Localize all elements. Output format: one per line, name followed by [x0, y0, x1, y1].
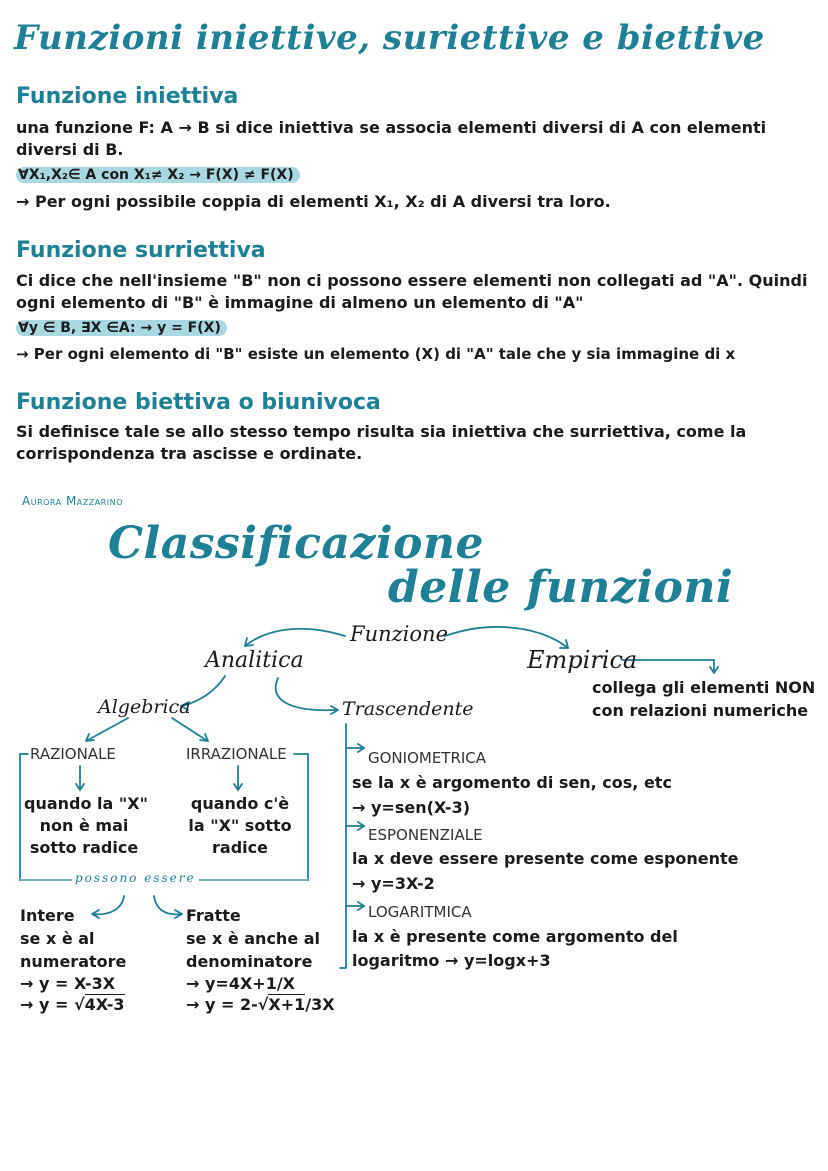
trascendente-bracket	[340, 724, 346, 968]
fratte-example-2: → y = 2-√X+1/3X	[186, 995, 335, 1014]
surriettiva-text-1: Ci dice che nell'insieme "B" non ci possono essere elementi non collegati ad "A". Quindi	[16, 271, 808, 290]
fratte-radicand: X+1	[268, 995, 306, 1014]
node-algebrica: Algebrica	[98, 696, 191, 718]
intere-desc-2: numeratore	[20, 952, 127, 971]
irrazionale-desc-1: quando c'è	[190, 794, 290, 813]
arrow-algebrica-irrazionale	[172, 718, 206, 740]
intere-radicand: 4X-3	[84, 995, 125, 1014]
empirica-desc-2: con relazioni numeriche	[592, 701, 809, 720]
intere-desc-1: se x è al	[20, 929, 95, 948]
class-title-line1: Classificazione	[108, 518, 484, 569]
fratte-example-1: → y=4X+1/X	[186, 974, 295, 993]
possono-essere: possono essere	[72, 871, 199, 885]
iniettiva-text-1: una funzione F: A → B si dice iniettiva se associa elementi diversi di A con elementi	[16, 118, 767, 137]
node-funzione: Funzione	[350, 622, 448, 646]
node-razionale: RAZIONALE	[30, 745, 116, 763]
arrow-algebrica-razionale	[88, 718, 128, 740]
node-goniometrica: GONIOMETRICA	[368, 749, 487, 767]
node-trascendente: Trascendente	[342, 698, 474, 720]
author: Aurora Mazzarino	[22, 494, 123, 508]
razionale-desc-1: quando la "X"	[24, 794, 148, 813]
arrow-funzione-analitica	[245, 629, 345, 646]
heading-iniettiva: Funzione iniettiva	[16, 84, 239, 109]
irrazionale-desc-2: la "X" sotto	[188, 816, 292, 835]
arrow-funzione-empirica	[445, 627, 568, 648]
surriettiva-formula: ∀y ∈ B, ∃X ∈A: → y = F(X)	[16, 320, 227, 336]
surriettiva-text-2: ogni elemento di "B" è immagine di almeno un elemento di "A"	[16, 293, 584, 312]
node-empirica: Empirica	[527, 646, 638, 674]
fratte-desc-2: denominatore	[186, 952, 313, 971]
fratte-desc-1: se x è anche al	[186, 929, 321, 948]
surriettiva-note: → Per ogni elemento di "B" esiste un elemento (X) di "A" tale che y sia immagine di x	[16, 345, 736, 363]
class-title-line2: delle funzioni	[388, 562, 734, 613]
heading-surriettiva: Funzione surriettiva	[16, 238, 266, 263]
esponenziale-example: → y=3X-2	[352, 874, 435, 893]
node-fratte: Fratte	[186, 906, 241, 925]
iniettiva-text-2: diversi di B.	[16, 140, 124, 159]
node-intere: Intere	[20, 906, 75, 925]
esponenziale-desc: la x deve essere presente come esponente	[352, 849, 739, 868]
node-analitica: Analitica	[205, 648, 304, 673]
intere-example-1: → y = X-3X	[20, 974, 116, 993]
biettiva-text-2: corrispondenza tra ascisse e ordinate.	[16, 444, 363, 463]
node-irrazionale: IRRAZIONALE	[186, 745, 287, 763]
razionale-desc-2: non è mai	[39, 816, 129, 835]
logaritmica-desc-1: la x è presente come argomento del	[352, 927, 678, 946]
node-esponenziale: ESPONENZIALE	[368, 826, 483, 844]
node-logaritmica: LOGARITMICA	[368, 903, 472, 921]
irrazionale-desc-3: radice	[212, 838, 268, 857]
page-title: Funzioni iniettive, suriettive e biettive	[14, 18, 765, 58]
biettiva-text-1: Si definisce tale se allo stesso tempo risulta sia iniettiva che surriettiva, come la	[16, 422, 747, 441]
razionale-desc-3: sotto radice	[29, 838, 139, 857]
logaritmica-desc-2: logaritmo → y=logx+3	[352, 951, 551, 970]
goniometrica-example: → y=sen(X-3)	[352, 798, 471, 817]
arrow-analitica-trascendente	[276, 678, 336, 710]
goniometrica-desc: se la x è argomento di sen, cos, etc	[352, 773, 672, 792]
iniettiva-note: → Per ogni possibile coppia di elementi X₁, X₂ di A diversi tra loro.	[16, 192, 611, 211]
empirica-desc-1: collega gli elementi NON	[592, 678, 816, 697]
heading-biettiva: Funzione biettiva o biunivoca	[16, 390, 381, 415]
intere-example-2: → y = √4X-3	[20, 995, 125, 1014]
iniettiva-formula: ∀X₁,X₂∈ A con X₁≠ X₂ → F(X) ≠ F(X)	[16, 167, 300, 183]
